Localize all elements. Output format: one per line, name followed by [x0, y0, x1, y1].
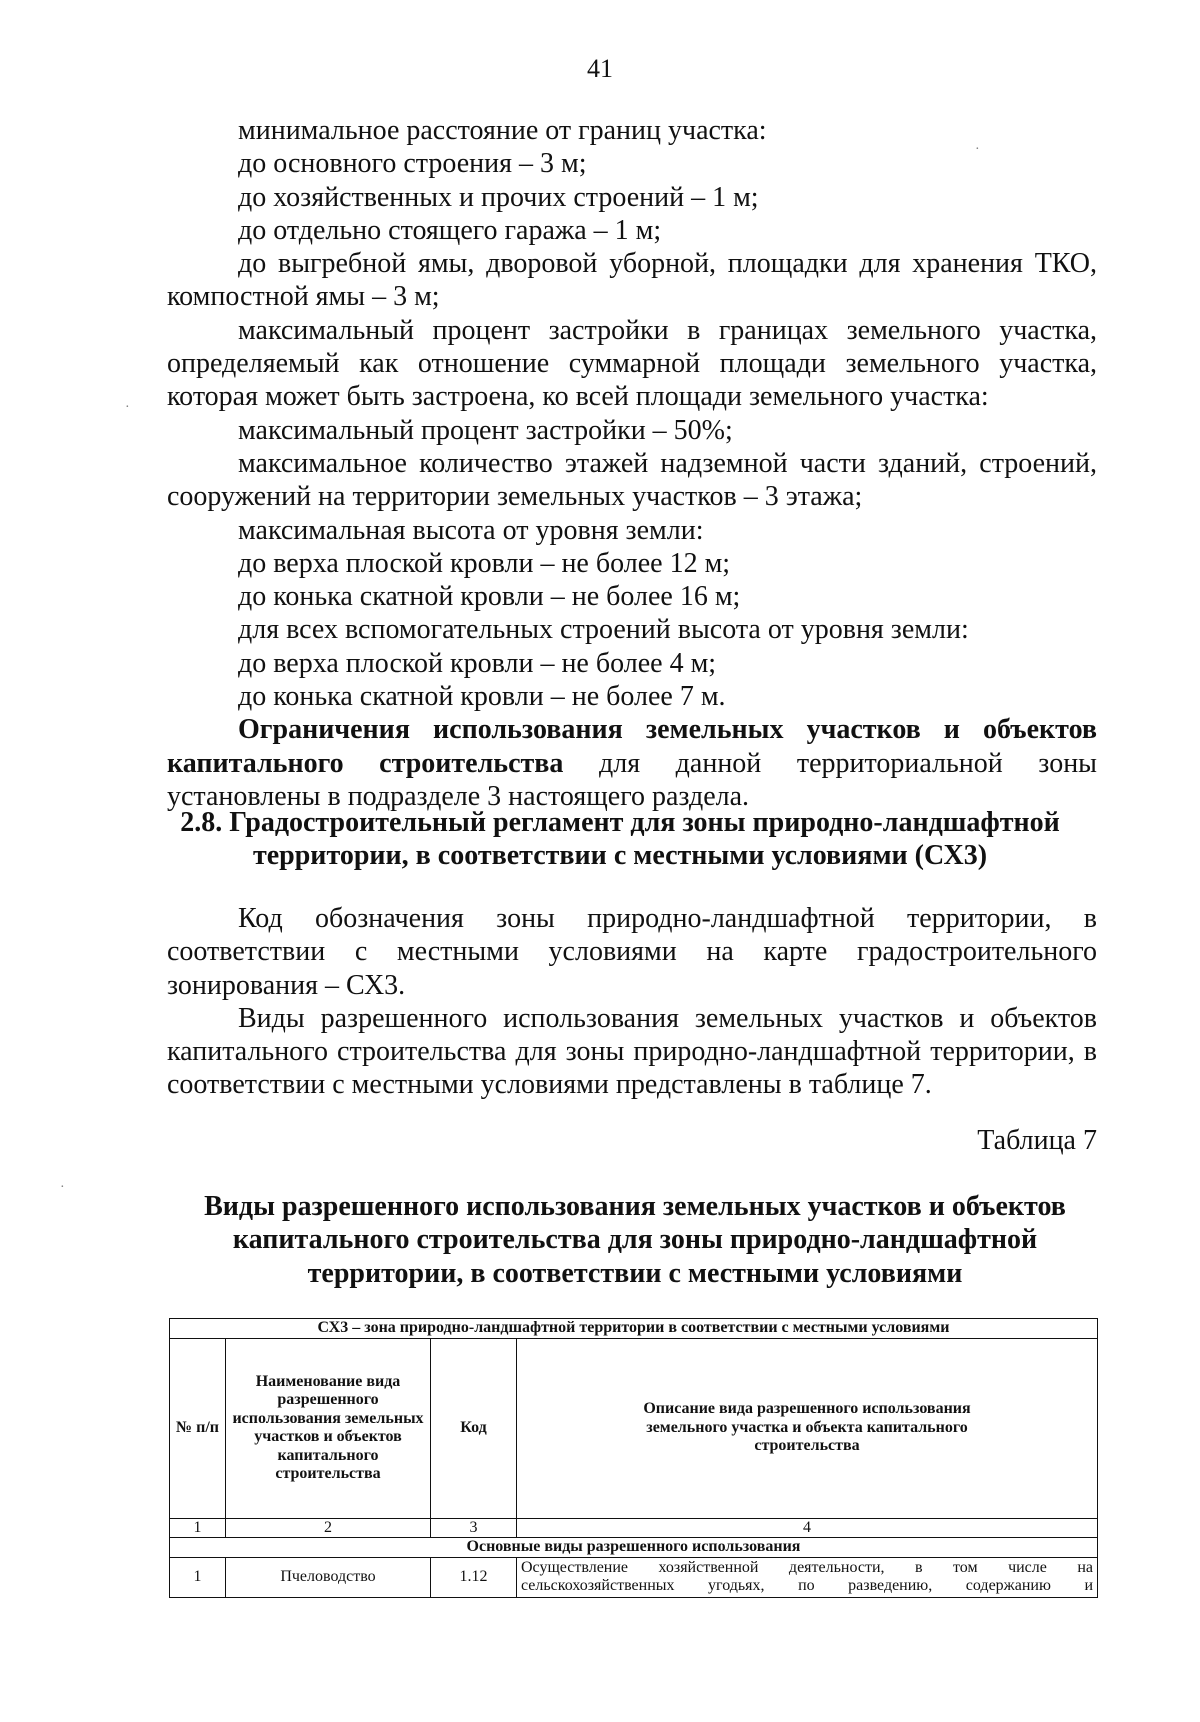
header-name-cell: Наименование вида разрешенного использования земельных участков и объектов капитального строительства [226, 1338, 431, 1518]
row-name-cell: Пчеловодство [226, 1557, 431, 1597]
zone-code-paragraph: Код обозначения зоны природно-ландшафтной территории, в соответствии с местными условиями на карте градостроительного зонирования – СХ3. [167, 903, 1097, 1001]
table-column-numbers-row [170, 1518, 1098, 1538]
table-row [170, 1557, 1098, 1597]
text-paragraph: до выгребной ямы, дворовой уборной, площадки для хранения ТКО, компостной ямы – 3 м; [167, 248, 1097, 313]
column-number-cell: 2 [226, 1518, 431, 1538]
text-paragraph: максимальное количество этажей надземной части зданий, строений, сооружений на территории земельных участков – 3 этажа; [167, 447, 1097, 513]
row-desc-line: Осуществление хозяйственной деятельности, в том числе на [521, 1558, 1093, 1576]
column-number-cell: 4 [517, 1518, 1098, 1538]
scan-speck: · [125, 400, 130, 415]
text-paragraph: максимальный процент застройки в границах земельного участка, определяемый как отношение суммарной площади земельного участка, которая может быть застроена, ко всей площади земельного участка: [167, 314, 1097, 413]
table-zone-header-row [170, 1319, 1098, 1339]
table-header-row [170, 1338, 1098, 1518]
text-line: до конька скатной кровли – не более 16 м; [238, 581, 741, 613]
column-number-cell: 3 [431, 1518, 517, 1538]
table-group-header-row [170, 1538, 1098, 1558]
restrictions-paragraph [167, 713, 1097, 813]
header-desc-cell: Описание вида разрешенного использования земельного участка и объекта капитального строительства [517, 1338, 1098, 1518]
restrictions-text: для данной территориальной зоны установлены в подразделе 3 настоящего раздела. [167, 747, 1097, 812]
group-header-cell: Основные виды разрешенного использования [170, 1538, 1098, 1558]
row-code-cell: 1.12 [431, 1557, 517, 1597]
zone-parameters-text [167, 114, 1097, 813]
scan-speck: · [975, 142, 980, 157]
text-line: максимальный процент застройки – 50%; [238, 414, 733, 446]
text-line: до верха плоской кровли – не более 12 м; [238, 547, 731, 579]
text-line: минимальное расстояние от границ участка: [238, 115, 767, 146]
text-line: до отдельно стоящего гаража – 1 м; [238, 214, 662, 246]
row-desc-cell [517, 1557, 1098, 1597]
header-code-cell: Код [431, 1338, 517, 1518]
header-num-cell: № п/п [170, 1338, 226, 1518]
text-line: до верха плоской кровли – не более 4 м; [238, 647, 717, 679]
page-number: 41 [587, 54, 613, 83]
usage-types-paragraph: Виды разрешенного использования земельных участков и объектов капитального строительства для зоны природно-ландшафтной территории, в соответствии с местными условиями представлены в таблице 7. [167, 1002, 1097, 1101]
section-body [167, 902, 1097, 1102]
row-desc-line: сельскохозяйственных угодьях, по разведению, содержанию и [521, 1577, 1093, 1594]
table-label: Таблица 7 [977, 1125, 1097, 1156]
zone-header-cell: СХ3 – зона природно-ландшафтной территории в соответствии с местными условиями [170, 1319, 1098, 1339]
row-num-cell: 1 [170, 1557, 226, 1597]
scan-speck: · [60, 1180, 65, 1195]
usage-table [169, 1318, 1098, 1598]
section-title: 2.8. Градостроительный регламент для зоны природно-ландшафтной территории, в соответствии с местными условиями (СХ3) [180, 807, 1060, 872]
text-line: до хозяйственных и прочих строений – 1 м; [238, 181, 759, 213]
text-line: максимальная высота от уровня земли: [238, 514, 704, 546]
column-number-cell: 1 [170, 1518, 226, 1538]
text-line: до конька скатной кровли – не более 7 м. [238, 681, 726, 713]
text-line: для всех вспомогательных строений высота от уровня земли: [238, 614, 969, 646]
restrictions-bold-text: Ограничения использования земельных участков и объектов капитального строительства [167, 714, 1097, 779]
text-line: до основного строения – 3 м; [238, 148, 587, 180]
table-title: Виды разрешенного использования земельных участков и объектов капитального строительства для зоны природно-ландшафтной территории, в соответствии с местными условиями [204, 1191, 1066, 1289]
